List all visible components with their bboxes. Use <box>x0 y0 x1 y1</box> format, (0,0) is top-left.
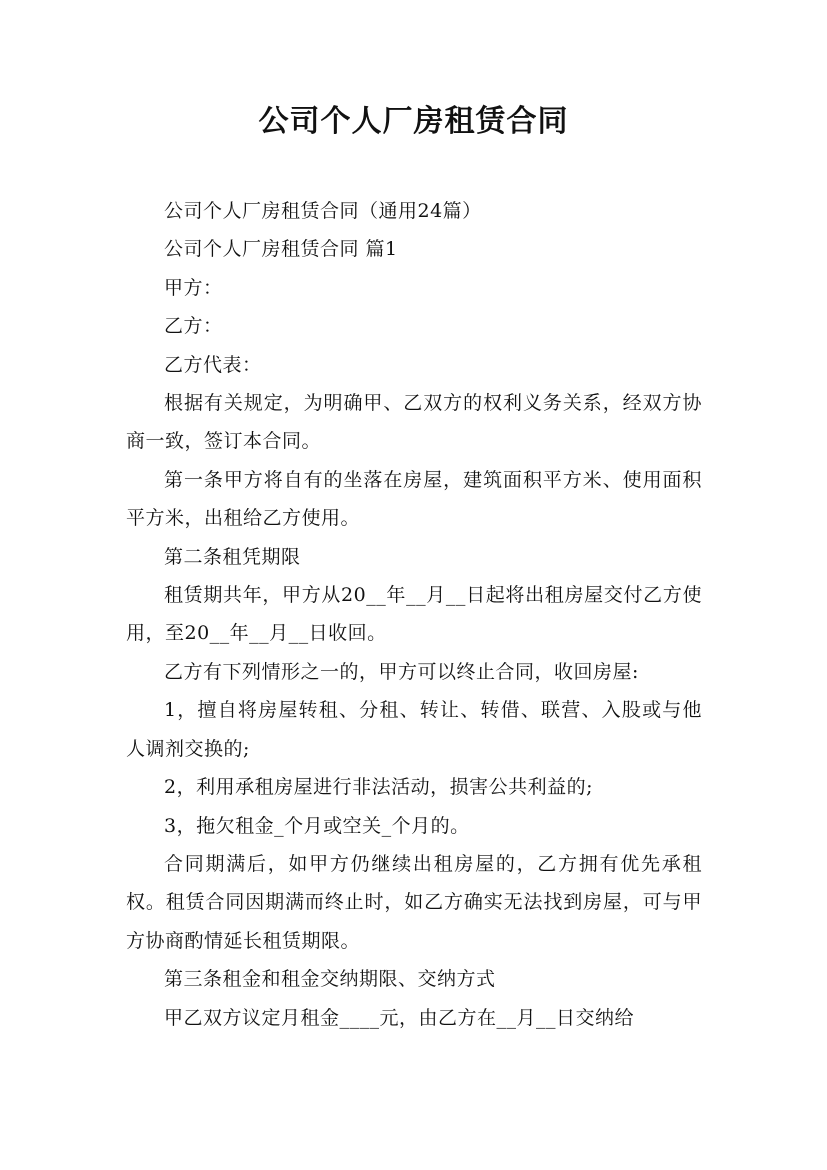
condition-three-paragraph: 3，拖欠租金_个月或空关_个月的。 <box>164 814 470 837</box>
document-title: 公司个人厂房租赁合同 <box>258 104 569 139</box>
party-a-line: 甲方： <box>164 276 223 299</box>
article-one-paragraph: 第一条甲方将自有的坐落在房屋，建筑面积平方米、使用面积平方米，出租给乙方使用。 <box>126 468 702 530</box>
paragraph-section-title: 公司个人厂房租赁合同 篇1 <box>164 238 398 261</box>
document-body <box>126 192 702 1037</box>
party-b-representative-line: 乙方代表： <box>164 353 262 376</box>
condition-one-paragraph: 1，擅自将房屋转租、分租、转让、转借、联营、入股或与他人调剂交换的; <box>126 699 702 760</box>
lease-term-paragraph: 租赁期共年，甲方从20__年__月__日起将出租房屋交付乙方使用，至20__年__月__日收回。 <box>126 584 702 645</box>
article-two-heading: 第二条租凭期限 <box>164 545 301 568</box>
renewal-paragraph: 合同期满后，如甲方仍继续出租房屋的，乙方拥有优先承租权。租赁合同因期满而终止时，如乙方确实无法找到房屋，可与甲方协商酌情延长租赁期限。 <box>126 852 702 952</box>
termination-conditions-paragraph: 乙方有下列情形之一的，甲方可以终止合同，收回房屋: <box>164 660 639 683</box>
condition-two-paragraph: 2，利用承租房屋进行非法活动，损害公共利益的; <box>164 776 593 799</box>
party-b-line: 乙方： <box>164 315 223 338</box>
rent-payment-paragraph: 甲乙双方议定月租金____元，由乙方在__月__日交纳给 <box>164 1006 635 1029</box>
preamble-paragraph: 根据有关规定，为明确甲、乙双方的权利义务关系，经双方协商一致，签订本合同。 <box>126 392 702 453</box>
paragraph-heading: 公司个人厂房租赁合同（通用24篇） <box>164 200 482 222</box>
article-three-heading: 第三条租金和租金交纳期限、交纳方式 <box>164 968 496 991</box>
